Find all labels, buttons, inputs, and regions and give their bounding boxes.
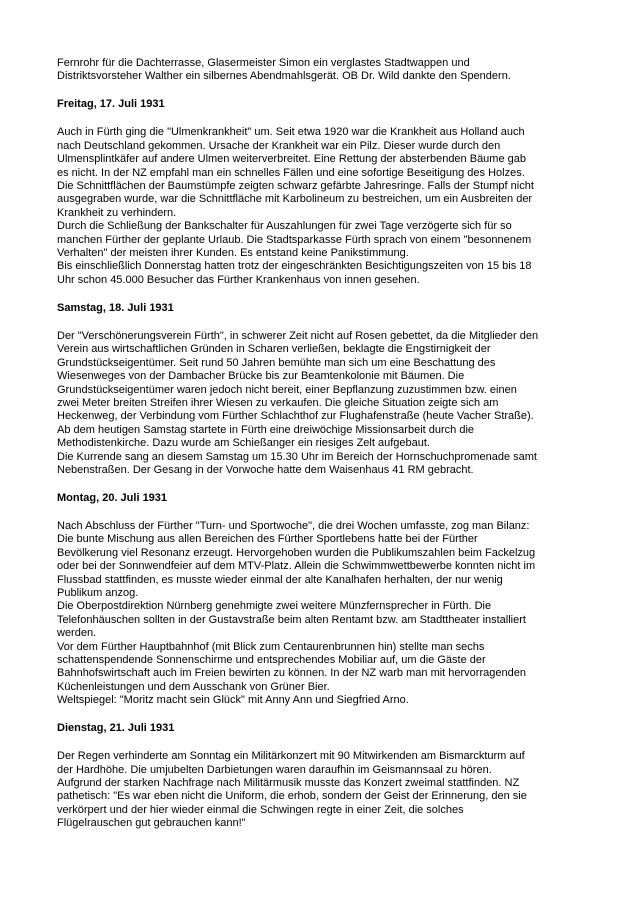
date-heading: Montag, 20. Juli 1931 (57, 491, 168, 504)
date-heading: Dienstag, 21. Juli 1931 (57, 722, 175, 735)
date-heading: Samstag, 18. Juli 1931 (57, 301, 174, 314)
paragraph: Nach Abschluss der Fürther "Turn- und Sportwoche", die drei Wochen umfasste, zog man Bilanz: Die bunte Mischung aus allen Bereichen des Fürther Sportlebens hatte bei der Fürther Bevölkerung viel Resonanz erzeugt. Hervorgehoben wurden die Publikumszahlen beim Fackelzug oder bei der Sonnwendfeier auf dem MTV-Platz. Allein die Schwimmwettbewerbe konnten nicht im Flussbad stattfinden, es musste wieder einmal der alte Kanalhafen herhalten, der nur wenig Publikum anzog. Die Oberpostdirektion Nürnberg genehmigte zwei weitere Münzfernsprecher in Fürth. Die Telefonhäuschen sollten in der Gustavstraße beim alten Rentamt bzw. am Stadttheater installiert werden. Vor dem Fürther Hauptbahnhof (mit Blick zum Centaurenbrunnen hin) stellte man sechs schattenspendende Sonnenschirme und entsprechendes Mobiliar auf, um die Gäste der Bahnhofswirtschaft auch im Freien bewirten zu können. In der NZ warb man mit hervorragenden Küchenleistungen und dem Ausschank von Grüner Bier. Weltspiegel: "Moritz macht sein Glück" mit Anny Ann und Siegfried Arno. (57, 519, 536, 707)
paragraph: Der Regen verhinderte am Sonntag ein Militärkonzert mit 90 Mitwirkenden am Bismarckturm auf der Hardhöhe. Die umjubelten Darbietungen waren daraufhin im Geismannsaal zu hören. Aufgrund der starken Nachfrage nach Militärmusik musste das Konzert zweimal stattfinden. NZ pathetisch: "Es war eben nicht die Uniform, die erhob, sondern der Geist der Erinnerung, den sie verkörpert und der hier wieder einmal die Schwingen regte in einer Zeit, die solches Flügelrauschen gut gebrauchen kann!" (57, 750, 527, 830)
paragraph: Der "Verschönerungsverein Fürth", in schwerer Zeit nicht auf Rosen gebettet, da die Mitglieder den Verein aus wirtschaftlichen Gründen in Scharen verließen, beklagte die Engstirnigkeit der Grundstückseigentümer. Seit rund 50 Jahren bemühte man sich um eine Beschattung des Wiesenweges von der Dambacher Brücke bis zur Beamtenkolonie mit Bäumen. Die Grundstückseigentümer waren jedoch nicht bereit, einer Bepflanzung zuzustimmen bzw. einen zwei Meter breiten Streifen ihrer Wiesen zu verkaufen. Die gleiche Situation zeigte sich am Heckenweg, der Verbindung vom Fürther Schlachthof zur Flughafenstraße (heute Vacher Straße). Ab dem heutigen Samstag startete in Fürth eine dreiwöchige Missionsarbeit durch die Methodistenkirche. Dazu wurde am Schießanger ein riesiges Zelt aufgebaut. Die Kurrende sang an diesem Samstag um 15.30 Uhr im Bereich der Hornschuchpromenade samt Nebenstraßen. Der Gesang in der Vorwoche hatte dem Waisenhaus 41 RM gebracht. (57, 329, 539, 476)
paragraph: Auch in Fürth ging die "Ulmenkrankheit" um. Seit etwa 1920 war die Krankheit aus Holland auch nach Deutschland gekommen. Ursache der Krankheit war ein Pilz. Dieser wurde durch den Ulmensplintkäfer auf andere Ulmen weiterverbreitet. Eine Rettung der absterbenden Bäume gab es nicht. In der NZ empfahl man ein schnelles Fällen und eine sofortige Beseitigung des Holzes. Die Schnittflächen der Baumstümpfe zeigten schwarz gefärbte Jahresringe. Falls der Stumpf nicht ausgegraben wurde, war die Schnittfläche mit Karbolineum zu bestreichen, um ein Ausbreiten der Krankheit zu verhindern. Durch die Schließung der Bankschalter für Auszahlungen für zwei Tage verzögerte sich für so manchen Fürther der geplante Urlaub. Die Stadtsparkasse Fürth sprach von einem "besonnenem Verhalten" der meisten ihrer Kunden. Es entstand keine Panikstimmung. Bis einschließlich Donnerstag hatten trotz der eingeschränkten Besichtigungszeiten von 15 bis 18 Uhr schon 45.000 Besucher das Fürther Krankenhaus von innen gesehen. (57, 126, 534, 286)
paragraph: Fernrohr für die Dachterrasse, Glasermeister Simon ein verglastes Stadtwappen und Distriktsvorsteher Walther ein silbernes Abendmahlsgerät. OB Dr. Wild dankte den Spendern. (57, 57, 511, 83)
date-heading: Freitag, 17. Juli 1931 (57, 98, 165, 111)
